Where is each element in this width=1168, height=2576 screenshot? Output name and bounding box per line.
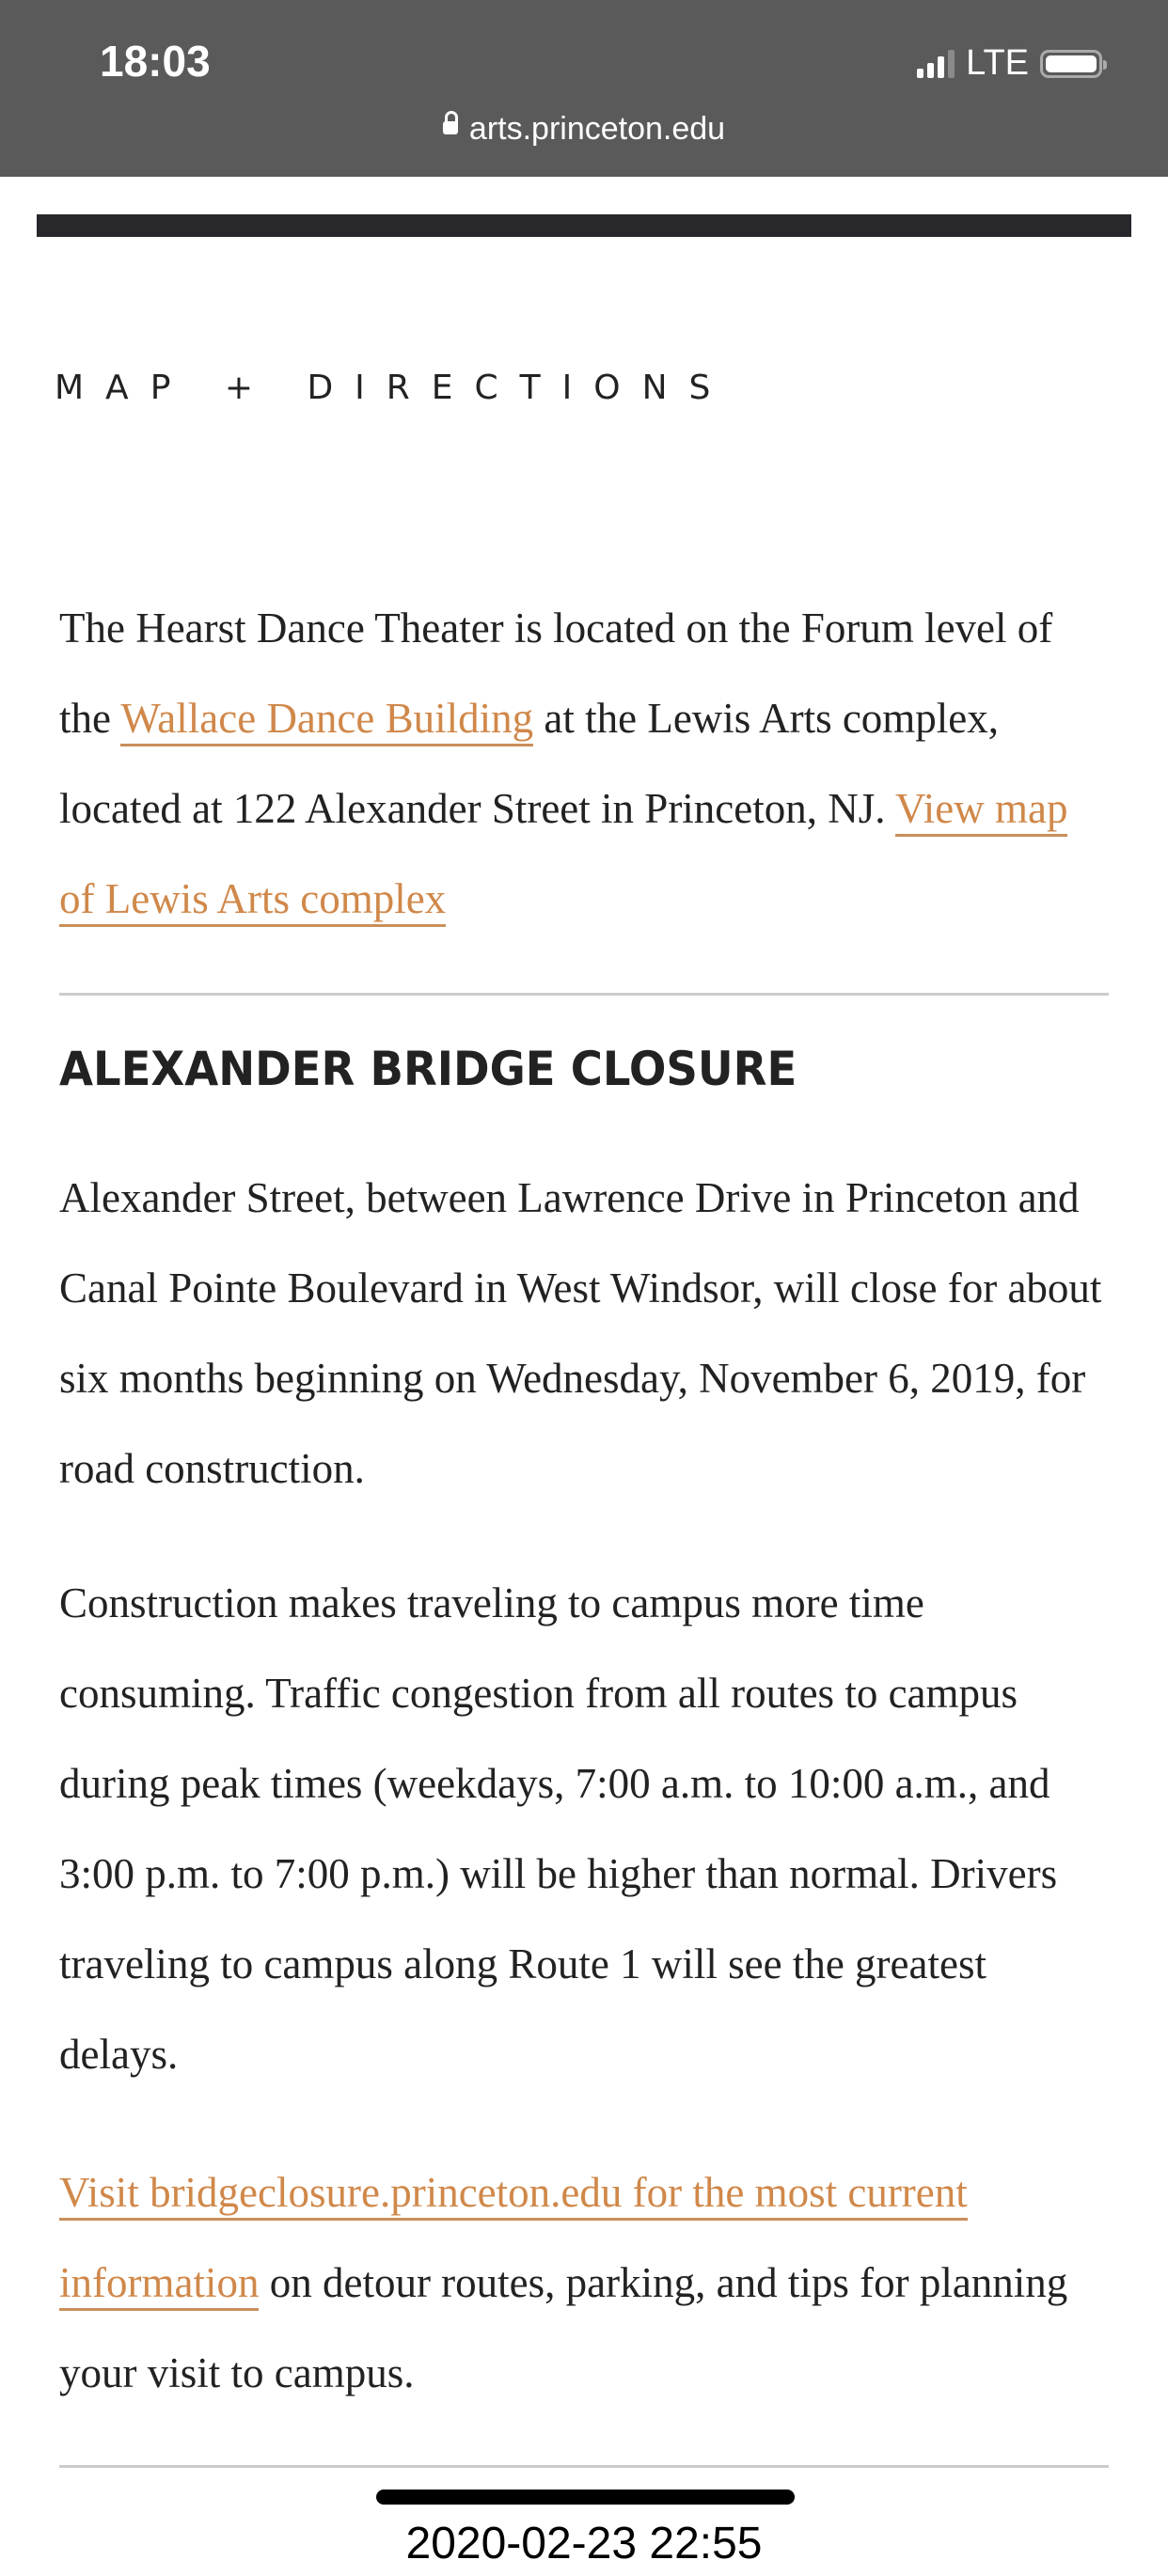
view-map-link[interactable]: View map of Lewis Arts complex [59,785,1067,927]
url-bar[interactable] [0,111,1168,148]
battery-icon [1040,50,1102,78]
status-bar [0,0,1168,177]
section-top-bar [37,214,1131,237]
closure-paragraph-1: Alexander Street, between Lawrence Drive in Princeton and Canal Pointe Boulevard in West Windsor, will close for about six months beginning on Wednesday, November 6, 2019, for road construction. [59,1174,1102,1492]
capture-timestamp: 2020-02-23 22:55 [405,2519,763,2568]
lock-icon [443,121,458,134]
url-text: arts.princeton.edu [468,111,726,147]
network-type: LTE [966,43,1029,83]
bridgeclosure-link[interactable]: Visit bridgeclosure.princeton.edu for the most current information [59,2169,968,2311]
divider [59,993,1109,996]
closure-heading: ALEXANDER BRIDGE CLOSURE [59,1042,797,1096]
section-label: MAP + DIRECTIONS [55,369,733,407]
intro-paragraph [59,583,1113,944]
divider [59,2465,1109,2468]
intro-text: The Hearst Dance Theater is located on the Forum level of the [59,605,1053,742]
intro-text-2: at the Lewis Arts complex, located at 122 Alexander Street in Princeton, NJ. [59,695,1000,832]
clock: 18:03 [100,37,211,86]
signal-icon [917,50,955,78]
closure-paragraph-3-text: on detour routes, parking, and tips for planning your visit to campus. [59,2259,1068,2396]
wallace-dance-building-link[interactable]: Wallace Dance Building [120,695,533,746]
home-indicator[interactable] [376,2490,795,2505]
status-indicators [917,43,1102,84]
closure-paragraph-3 [59,2147,1113,2418]
closure-paragraph-2: Construction makes traveling to campus more time consuming. Traffic congestion from all routes to campus during peak times (weekdays, 7:00 a.m. to 10:00 a.m., and 3:00 p.m. to 7:00 p.m.) will be higher than normal. Drivers traveling to campus along Route 1 will see the greatest delays. [59,1579,1058,2078]
